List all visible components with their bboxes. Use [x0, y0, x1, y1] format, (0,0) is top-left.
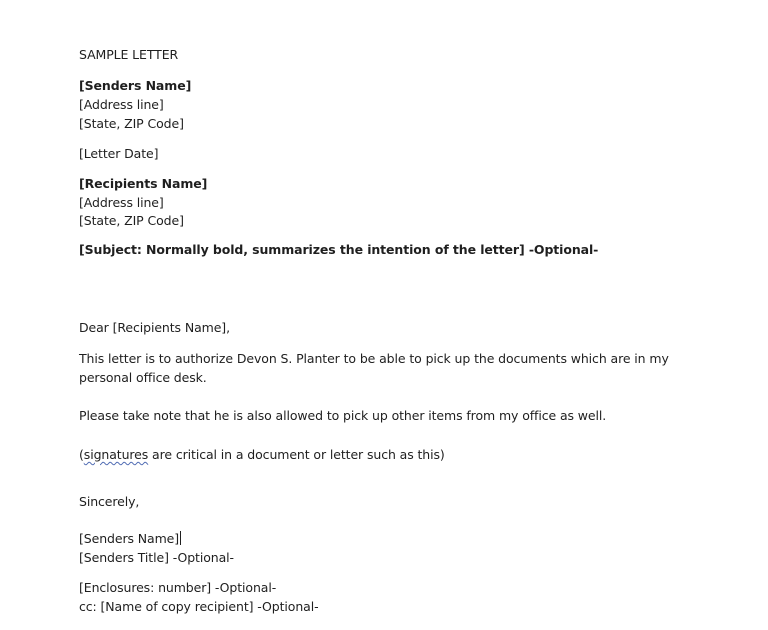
salutation: Dear [Recipients Name], — [79, 320, 230, 335]
signature-title: [Senders Title] -Optional- — [79, 550, 234, 565]
letter-heading: SAMPLE LETTER — [79, 47, 179, 62]
body-paragraph-3 — [79, 445, 445, 464]
recipient-state-zip: [State, ZIP Code] — [79, 213, 184, 228]
recipient-address-line: [Address line] — [79, 195, 164, 210]
sender-name: [Senders Name] — [79, 78, 192, 93]
paren-open: ( — [79, 447, 84, 462]
letter-date: [Letter Date] — [79, 146, 159, 161]
cc-line: cc: [Name of copy recipient] -Optional- — [79, 599, 319, 614]
sender-state-zip: [State, ZIP Code] — [79, 116, 184, 131]
spellcheck-flagged-word[interactable]: signatures — [83, 447, 149, 462]
enclosures-line: [Enclosures: number] -Optional- — [79, 580, 277, 595]
signature-name-row — [79, 529, 181, 548]
recipient-name: [Recipients Name] — [79, 176, 208, 191]
body-paragraph-2: Please take note that he is also allowed to pick up other items from my office as well. — [79, 408, 607, 423]
closing: Sincerely, — [79, 494, 140, 509]
subject-line: [Subject: Normally bold, summarizes the intention of the letter] -Optional- — [79, 242, 599, 257]
signature-name: [Senders Name] — [79, 531, 180, 546]
sender-address-line: [Address line] — [79, 97, 164, 112]
text-cursor — [180, 531, 181, 545]
body-paragraph-1: This letter is to authorize Devon S. Planter to be able to pick up the documents which are in my personal office desk. — [79, 351, 669, 385]
paragraph-3-rest: are critical in a document or letter such as this) — [148, 447, 445, 462]
